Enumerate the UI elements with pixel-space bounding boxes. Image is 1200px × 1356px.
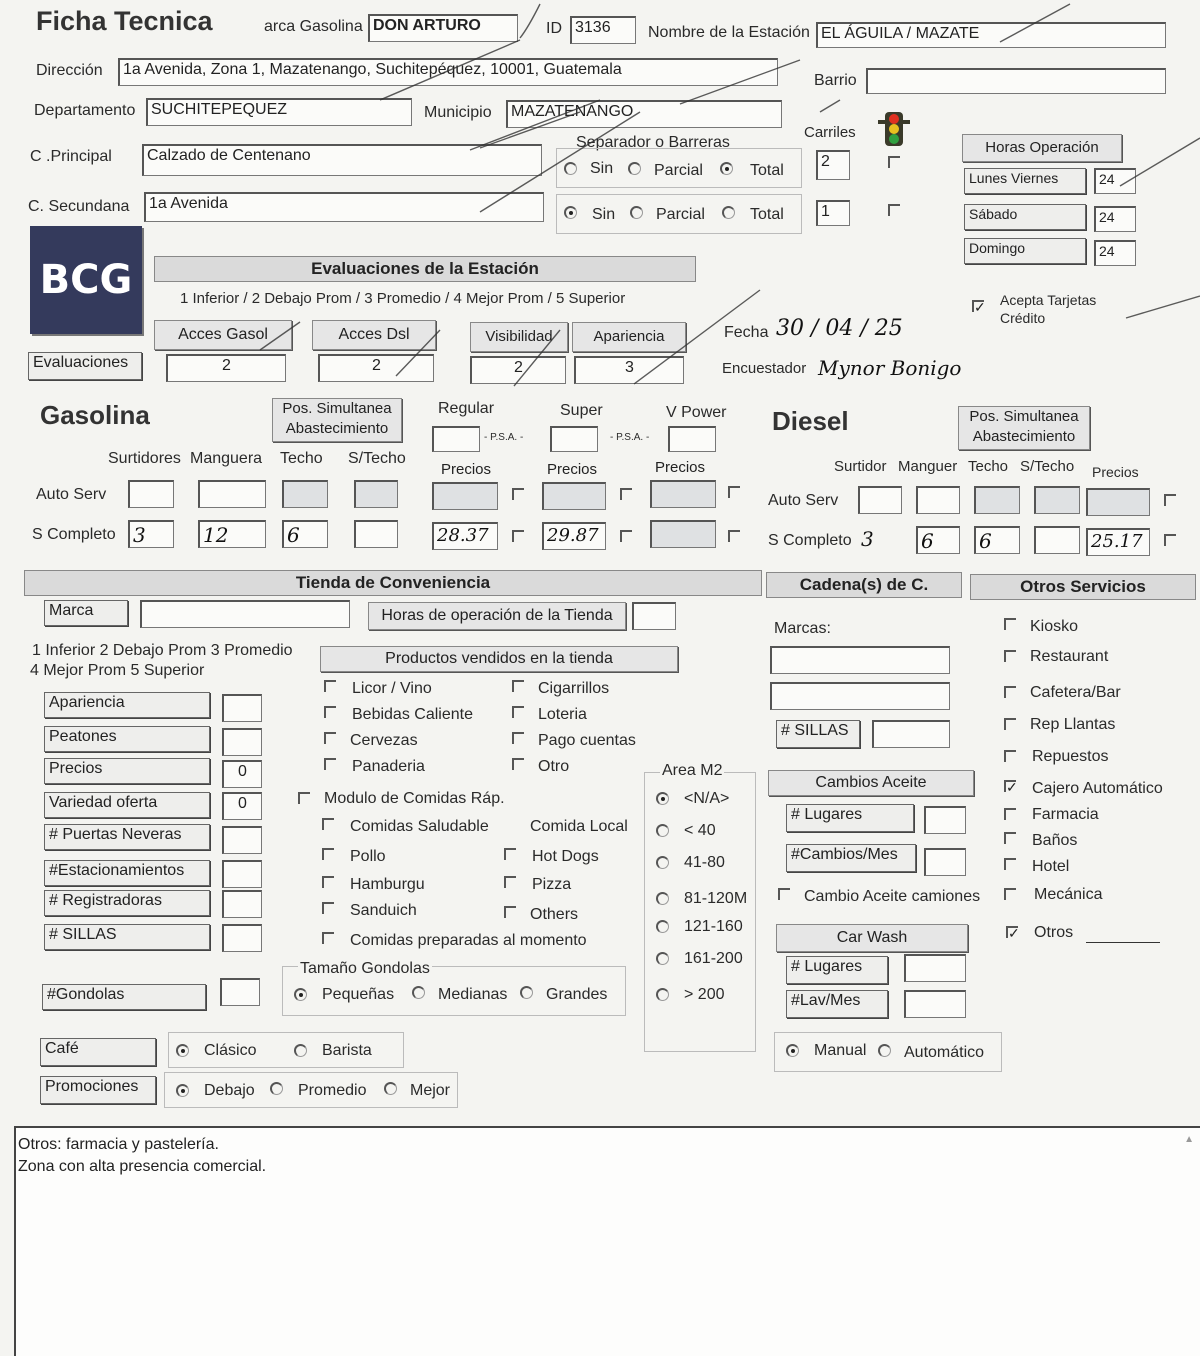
pizza-label: Pizza [532, 876, 572, 893]
bebidas-checkbox[interactable] [324, 706, 336, 718]
panaderia-label: Panaderia [352, 758, 425, 775]
gondolas-field[interactable] [220, 978, 260, 1006]
others-label: Others [530, 906, 579, 923]
auto-serv-label: Auto Serv [36, 486, 107, 503]
grandes-radio[interactable] [520, 986, 533, 999]
sep-principal-total-label: Total [750, 162, 784, 179]
fecha-label: Fecha [724, 324, 769, 341]
loteria-label: Loteria [538, 706, 587, 723]
pollo-checkbox[interactable] [322, 848, 334, 860]
hotel-label: Hotel [1032, 858, 1070, 875]
manual-radio[interactable] [786, 1044, 799, 1057]
medianas-label: Medianas [438, 986, 508, 1003]
pequenas-radio[interactable] [294, 988, 307, 1001]
hotdogs-checkbox[interactable] [504, 848, 516, 860]
evaluaciones-header: Evaluaciones de la Estación [154, 256, 696, 282]
hamburguesa-label: Hamburgu [350, 876, 425, 893]
domingo-label: Domingo [964, 238, 1086, 264]
lunes-viernes-field[interactable]: 24 [1094, 168, 1136, 194]
super-psa-field[interactable] [550, 426, 598, 452]
hotdogs-label: Hot Dogs [532, 848, 599, 865]
as-vpower-checkbox[interactable] [728, 486, 740, 498]
acces-dsl-field[interactable]: 2 [318, 354, 434, 382]
tienda-marca-field[interactable] [140, 600, 350, 628]
tienda-marca-label: Marca [44, 600, 128, 626]
barrio-field[interactable] [866, 68, 1166, 94]
cadena-sillas-label: # SILLAS [776, 720, 860, 748]
area-lt40-label: < 40 [684, 822, 716, 839]
tienda-scale-2: 4 Mejor Prom 5 Superior [30, 662, 205, 679]
domingo-field[interactable]: 24 [1094, 240, 1136, 266]
as-techo-field[interactable] [282, 480, 328, 508]
c-secundaria-field[interactable]: 1a Avenida [144, 192, 544, 222]
area-121-label: 121-160 [684, 918, 743, 935]
psa-label-2: - P.S.A. - [610, 432, 650, 443]
rep-llantas-label: Rep Llantas [1030, 716, 1116, 733]
cafeteria-label: Cafetera/Bar [1030, 684, 1121, 701]
acepta-tarjetas-checkbox[interactable]: ✓ [974, 299, 986, 315]
farmacia-label: Farmacia [1032, 806, 1099, 823]
grandes-label: Grandes [546, 986, 608, 1003]
as-precio-regular-field[interactable] [432, 482, 498, 510]
precios-row-label: Precios [44, 758, 210, 784]
sc-surtidores-field[interactable]: 3 [128, 520, 174, 548]
d-sc-precio-field[interactable]: 25.17 [1086, 528, 1150, 556]
apariencia-row-field[interactable] [222, 694, 262, 722]
municipio-field[interactable]: MAZATENANGO [506, 100, 782, 128]
barrio-label: Barrio [814, 72, 857, 89]
sep-secundaria-total-radio[interactable] [722, 206, 735, 219]
tienda-sillas-field[interactable] [222, 924, 262, 952]
cafe-label: Café [40, 1038, 156, 1066]
precios-super-label: Precios [546, 461, 598, 478]
area-41-radio[interactable] [656, 856, 669, 869]
kiosko-checkbox[interactable] [1004, 618, 1016, 630]
cervezas-checkbox[interactable] [324, 732, 336, 744]
area-121-radio[interactable] [656, 920, 669, 933]
area-81-label: 81-120M [684, 890, 748, 907]
d-as-checkbox[interactable] [1164, 494, 1176, 506]
col-surtidor: Surtidor [834, 458, 887, 475]
area-label: Area M2 [662, 762, 723, 779]
apariencia-field[interactable]: 3 [574, 356, 684, 384]
area-group [644, 772, 756, 1052]
diesel-pos-simultanea-button[interactable]: Pos. Simultanea Abastecimiento [958, 406, 1090, 450]
tienda-scale-1: 1 Inferior 2 Debajo Prom 3 Promedio [32, 642, 293, 659]
col-d-precios: Precios [1092, 464, 1139, 480]
apariencia-button[interactable]: Apariencia [572, 322, 686, 352]
clasico-radio[interactable] [176, 1044, 189, 1057]
d-as-precio-field[interactable] [1086, 488, 1150, 516]
modulo-checkbox[interactable] [298, 792, 310, 804]
separador-label: Separador o Barreras [576, 134, 730, 151]
col-d-techo: Techo [968, 458, 1009, 475]
estacionamientos-field[interactable] [222, 860, 262, 888]
banos-checkbox[interactable] [1004, 832, 1016, 844]
estacionamientos-label: #Estacionamientos [44, 860, 210, 886]
sc-precio-super-field[interactable]: 29.87 [542, 522, 606, 550]
sep-secundaria-total-label: Total [750, 206, 784, 223]
regular-psa-field[interactable] [432, 426, 480, 452]
otros-checkbox[interactable]: ✓ [1008, 925, 1020, 941]
saludable-checkbox[interactable] [322, 818, 334, 830]
c-principal-field[interactable]: Calzado de Centenano [142, 144, 542, 176]
barista-radio[interactable] [294, 1044, 307, 1057]
cajero-checkbox[interactable]: ✓ [1006, 779, 1018, 795]
hotel-checkbox[interactable] [1004, 858, 1016, 870]
as-regular-checkbox[interactable] [512, 488, 524, 500]
departamento-label: Departamento [34, 102, 136, 119]
marcas-label: Marcas: [774, 620, 831, 637]
area-41-label: 41-80 [684, 854, 725, 871]
panaderia-checkbox[interactable] [324, 758, 336, 770]
manual-label: Manual [814, 1042, 867, 1059]
precios-vpower-label: Precios [654, 459, 706, 476]
d-sc-checkbox[interactable] [1164, 534, 1176, 546]
mecanica-label: Mecánica [1034, 886, 1103, 903]
pollo-label: Pollo [350, 848, 386, 865]
others-checkbox[interactable] [504, 906, 516, 918]
area-na-radio[interactable] [656, 792, 669, 805]
sc-manguera-field[interactable]: 12 [198, 520, 266, 548]
apariencia-row-label: Apariencia [44, 692, 210, 718]
pizza-checkbox[interactable] [504, 876, 516, 888]
page-title: Ficha Tecnica [36, 6, 213, 36]
sep-principal-sin-radio[interactable] [564, 162, 577, 175]
c-principal-label: C .Principal [30, 148, 112, 165]
diesel-title: Diesel [772, 406, 849, 436]
sc-precio-regular-field[interactable]: 28.37 [432, 522, 498, 550]
sc-precio-vpower-field[interactable] [650, 520, 716, 548]
notes-line-1: Otros: farmacia y pastelería. [18, 1136, 219, 1153]
col-d-stecho: S/Techo [1020, 458, 1075, 475]
encuestador-value[interactable]: Mynor Bonigo [818, 356, 962, 380]
secundaria-checkbox[interactable] [888, 204, 900, 216]
mejor-label: Mejor [410, 1082, 451, 1099]
col-stecho: S/Techo [348, 450, 406, 467]
visibilidad-button[interactable]: Visibilidad [470, 322, 568, 352]
tienda-header: Tienda de Conveniencia [24, 570, 762, 596]
visibilidad-field[interactable]: 2 [470, 356, 566, 384]
peatones-label: Peatones [44, 726, 210, 752]
d-sc-stecho-field[interactable] [1034, 526, 1080, 554]
encuestador-label: Encuestador [722, 360, 807, 377]
d-as-techo-field[interactable] [974, 486, 1020, 514]
cambios-mes-field[interactable] [924, 848, 966, 876]
direccion-field[interactable]: 1a Avenida, Zona 1, Mazatenango, Suchitepéquez, 10001, Guatemala [118, 58, 778, 86]
cambios-aceite-button[interactable]: Cambios Aceite [768, 770, 974, 796]
direccion-label: Dirección [36, 62, 103, 79]
fecha-value[interactable]: 30 / 04 / 25 [776, 316, 903, 341]
acepta-tarjetas-label: Acepta Tarjetas [1000, 292, 1097, 308]
horas-tienda-field[interactable] [632, 602, 676, 630]
col-manguer: Manguer [898, 458, 958, 475]
area-81-radio[interactable] [656, 892, 669, 905]
d-sc-surtidor-field[interactable]: 3 [861, 527, 874, 551]
sep-principal-parcial-label: Parcial [654, 162, 703, 179]
gasolina-pos-simultanea-button[interactable]: Pos. Simultanea Abastecimiento [272, 398, 402, 442]
bebidas-label: Bebidas Caliente [352, 706, 473, 723]
area-na-label: <N/A> [684, 790, 730, 807]
otro-checkbox[interactable] [512, 758, 524, 770]
pago-cuentas-checkbox[interactable] [512, 732, 524, 744]
mejor-radio[interactable] [384, 1082, 397, 1095]
lav-mes-label: #Lav/Mes [786, 990, 888, 1018]
otros-servicios-header: Otros Servicios [970, 574, 1196, 600]
registradoras-label: # Registradoras [44, 890, 210, 916]
carriles-secundaria-field[interactable]: 1 [816, 200, 850, 226]
sep-secundaria-parcial-radio[interactable] [630, 206, 643, 219]
car-wash-button[interactable]: Car Wash [776, 924, 968, 952]
saludable-label: Comidas Saludable [350, 818, 489, 835]
d-as-stecho-field[interactable] [1034, 486, 1080, 514]
cigarrillos-checkbox[interactable] [512, 680, 524, 692]
kiosko-label: Kiosko [1030, 618, 1079, 635]
repuestos-checkbox[interactable] [1004, 750, 1016, 762]
camiones-checkbox[interactable] [778, 888, 790, 900]
precios-row-field[interactable]: 0 [222, 760, 262, 788]
repuestos-label: Repuestos [1032, 748, 1109, 765]
automatico-label: Automático [904, 1044, 985, 1061]
debajo-radio[interactable] [176, 1084, 189, 1097]
licor-label: Licor / Vino [352, 680, 432, 697]
d-auto-serv-label: Auto Serv [768, 492, 839, 509]
mecanica-checkbox[interactable] [1004, 888, 1016, 900]
precios-regular-label: Precios [440, 461, 492, 478]
restaurant-label: Restaurant [1030, 648, 1109, 665]
logo-text: BCG [39, 257, 133, 303]
sanduich-label: Sanduich [350, 902, 417, 919]
area-161-label: 161-200 [684, 950, 743, 967]
sep-secundaria-sin-label: Sin [592, 206, 616, 223]
otro-label: Otro [538, 758, 570, 775]
d-s-completo-label: S Completo [768, 532, 852, 549]
evaluaciones-scale: 1 Inferior / 2 Debajo Prom / 3 Promedio / 4 Mejor Prom / 5 Superior [180, 290, 626, 307]
d-sc-techo-field[interactable]: 6 [974, 526, 1020, 554]
cajero-label: Cajero Automático [1032, 780, 1163, 797]
marcas-field-2[interactable] [770, 682, 950, 710]
horas-operacion-button[interactable]: Horas Operación [962, 134, 1122, 162]
sc-stecho-field[interactable] [354, 520, 398, 548]
automatico-radio[interactable] [878, 1044, 891, 1057]
aceite-lugares-field[interactable] [924, 806, 966, 834]
c-secundaria-label: C. Secundana [28, 198, 130, 215]
tienda-sillas-label: # SILLAS [44, 924, 210, 950]
as-precio-super-field[interactable] [542, 482, 606, 510]
as-surtidores-field[interactable] [128, 480, 174, 508]
psa-label-1: - P.S.A. - [484, 432, 524, 443]
nombre-label: Nombre de la Estación [648, 24, 810, 41]
notes-line-2: Zona con alta presencia comercial. [18, 1158, 267, 1175]
sanduich-checkbox[interactable] [322, 902, 334, 914]
cw-lugares-field[interactable] [904, 954, 966, 982]
area-lt40-radio[interactable] [656, 824, 669, 837]
credito-label: Crédito [1000, 310, 1046, 326]
gasolina-title: Gasolina [40, 400, 150, 430]
variedad-field[interactable]: 0 [222, 792, 262, 820]
sep-secundaria-sin-radio[interactable] [564, 206, 577, 219]
traffic-light-icon [874, 108, 914, 150]
nombre-field[interactable]: EL ÁGUILA / MAZATE [816, 22, 1166, 48]
aceite-lugares-label: # Lugares [786, 804, 914, 832]
as-super-checkbox[interactable] [620, 488, 632, 500]
otros-label: Otros [1034, 924, 1074, 941]
as-manguera-field[interactable] [198, 480, 266, 508]
farmacia-checkbox[interactable] [1004, 808, 1016, 820]
banos-label: Baños [1032, 832, 1078, 849]
carriles-label: Carriles [804, 124, 856, 141]
pago-cuentas-label: Pago cuentas [538, 732, 636, 749]
acces-gasol-button[interactable]: Acces Gasol [154, 320, 292, 350]
restaurant-checkbox[interactable] [1004, 650, 1016, 662]
barista-label: Barista [322, 1042, 372, 1059]
cadena-header: Cadena(s) de C. [766, 572, 962, 598]
promedio-radio[interactable] [270, 1082, 283, 1095]
cadena-sillas-field[interactable] [872, 720, 950, 748]
lav-mes-field[interactable] [904, 990, 966, 1018]
horas-tienda-button[interactable]: Horas de operación de la Tienda [368, 602, 626, 630]
puertas-neveras-label: # Puertas Neveras [44, 824, 210, 850]
d-sc-manguer-field[interactable]: 6 [916, 526, 960, 554]
col-techo: Techo [280, 450, 323, 467]
notes-textarea[interactable] [14, 1126, 1200, 1356]
puertas-neveras-field[interactable] [222, 826, 262, 854]
cambios-mes-label: #Cambios/Mes [786, 844, 916, 872]
tamano-gondolas-label: Tamaño Gondolas [300, 960, 430, 977]
carriles-principal-field[interactable]: 2 [816, 150, 850, 180]
marca-field[interactable]: DON ARTURO [368, 14, 518, 42]
sabado-label: Sábado [964, 204, 1086, 230]
area-gt200-label: > 200 [684, 986, 725, 1003]
sep-principal-total-radio[interactable] [720, 162, 733, 175]
scroll-up-icon[interactable]: ▲ [1184, 1134, 1194, 1145]
as-precio-vpower-field[interactable] [650, 480, 716, 508]
sc-vpower-checkbox[interactable] [728, 530, 740, 542]
modulo-label: Modulo de Comidas Ráp. [324, 790, 505, 807]
col-manguera: Manguera [190, 450, 263, 467]
principal-checkbox[interactable] [888, 156, 900, 168]
vpower-label: V Power [666, 404, 727, 421]
id-label: ID [546, 20, 562, 37]
sabado-field[interactable]: 24 [1094, 206, 1136, 232]
peatones-field[interactable] [222, 728, 262, 756]
loteria-checkbox[interactable] [512, 706, 524, 718]
acces-gasol-field[interactable]: 2 [166, 354, 286, 382]
cigarrillos-label: Cigarrillos [538, 680, 610, 697]
medianas-radio[interactable] [412, 986, 425, 999]
marcas-field-1[interactable] [770, 646, 950, 674]
preparadas-checkbox[interactable] [322, 932, 334, 944]
sc-super-checkbox[interactable] [620, 530, 632, 542]
sep-secundaria-parcial-label: Parcial [656, 206, 705, 223]
clasico-label: Clásico [204, 1042, 257, 1059]
lunes-viernes-label: Lunes Viernes [964, 168, 1086, 194]
promedio-label: Promedio [298, 1082, 367, 1099]
regular-label: Regular [438, 400, 495, 417]
evaluaciones-row-label: Evaluaciones [28, 352, 142, 380]
super-label: Super [560, 402, 603, 419]
municipio-label: Municipio [424, 104, 492, 121]
pequenas-label: Pequeñas [322, 986, 395, 1003]
promociones-label: Promociones [40, 1076, 156, 1104]
area-gt200-radio[interactable] [656, 988, 669, 1001]
area-161-radio[interactable] [656, 952, 669, 965]
licor-checkbox[interactable] [324, 680, 336, 692]
cervezas-label: Cervezas [350, 732, 418, 749]
sep-principal-sin-label: Sin [590, 160, 614, 177]
bcg-logo [30, 226, 142, 334]
cafeteria-checkbox[interactable] [1004, 686, 1016, 698]
s-completo-label: S Completo [32, 526, 116, 543]
rep-llantas-checkbox[interactable] [1004, 718, 1016, 730]
comida-local-label: Comida Local [530, 818, 628, 835]
hamburguesa-checkbox[interactable] [322, 876, 334, 888]
variedad-label: Variedad oferta [44, 792, 210, 818]
debajo-label: Debajo [204, 1082, 255, 1099]
d-as-manguer-field[interactable] [916, 486, 960, 514]
marca-label: arca Gasolina [264, 18, 363, 35]
acces-dsl-button[interactable]: Acces Dsl [312, 320, 436, 350]
sep-principal-parcial-radio[interactable] [628, 162, 641, 175]
otros-line [1086, 942, 1160, 943]
id-field[interactable]: 3136 [570, 16, 636, 44]
sc-techo-field[interactable]: 6 [282, 520, 328, 548]
preparadas-label: Comidas preparadas al momento [350, 932, 587, 949]
cw-lugares-label: # Lugares [786, 956, 888, 984]
vpower-psa-field[interactable] [668, 426, 716, 452]
productos-button[interactable]: Productos vendidos en la tienda [320, 646, 678, 672]
registradoras-field[interactable] [222, 890, 262, 918]
as-stecho-field[interactable] [354, 480, 398, 508]
camiones-label: Cambio Aceite camiones [804, 888, 981, 905]
sc-regular-checkbox[interactable] [512, 530, 524, 542]
d-as-surtidor-field[interactable] [858, 486, 902, 514]
departamento-field[interactable]: SUCHITEPEQUEZ [146, 98, 412, 126]
col-surtidores: Surtidores [108, 450, 181, 467]
gondolas-label: #Gondolas [42, 984, 206, 1010]
